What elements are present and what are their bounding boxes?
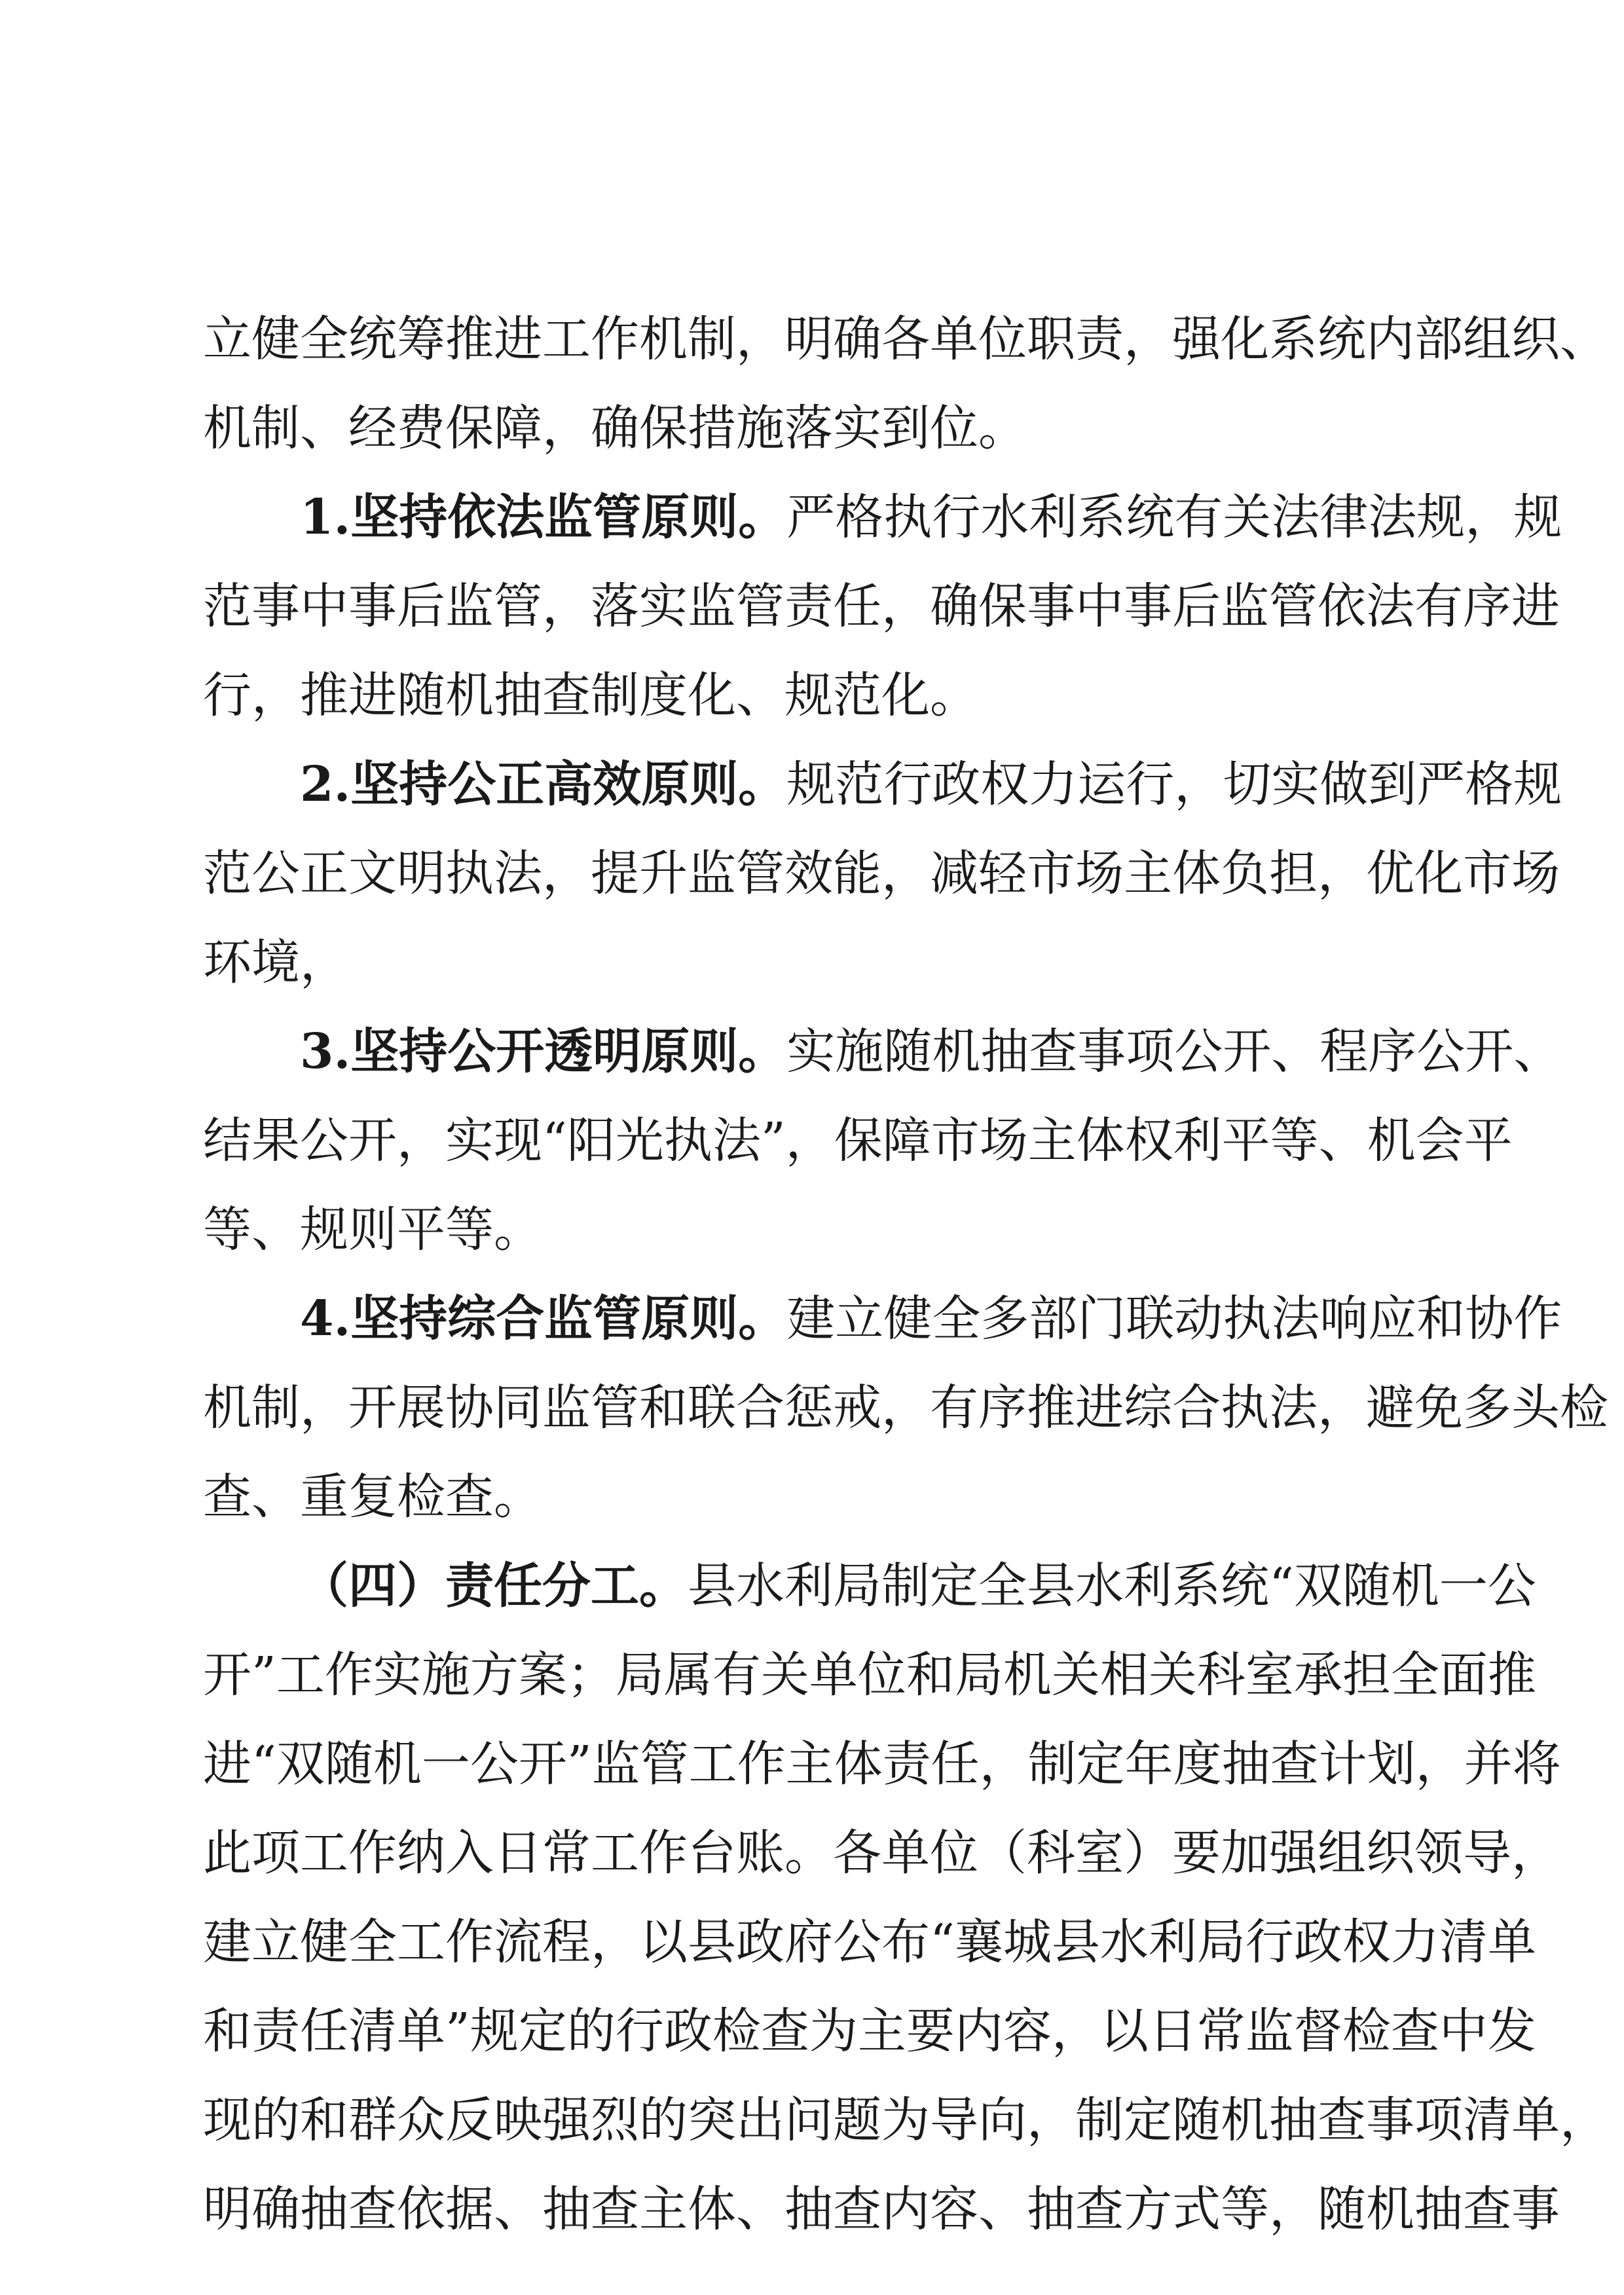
paragraph-line: 环境， (203, 934, 348, 991)
paragraph-first-line (203, 1007, 1562, 1096)
paragraph-first-line (203, 473, 1562, 562)
paragraph-first-line (203, 740, 1562, 829)
principle-heading: 4.坚持综合监管原则。 (300, 1291, 787, 1347)
paragraph-text: 规范行政权力运行，切实做到严格规 (786, 756, 1562, 813)
paragraph-line: 范事中事后监管，落实监管责任，确保事中事后监管依法有序进 (203, 578, 1560, 634)
paragraph-line: 等、规则平等。 (203, 1202, 542, 1258)
paragraph-line: 现的和群众反映强烈的突出问题为导向，制定随机抽查事项清单， (203, 2092, 1608, 2148)
principle-heading: 3.坚持公开透明原则。 (300, 1023, 787, 1080)
paragraph-line: 进“双随机一公开”监管工作主体责任，制定年度抽查计划，并将 (203, 1736, 1561, 1792)
paragraph-line: 机制，开展协同监管和联合惩戒，有序推进综合执法，避免多头检 (203, 1380, 1608, 1436)
paragraph-first-line (203, 1274, 1562, 1363)
paragraph-text: 实施随机抽查事项公开、程序公开、 (786, 1023, 1562, 1080)
paragraph-line: 机制、经费保障，确保措施落实到位。 (203, 400, 1027, 456)
paragraph-text: 建立健全多部门联动执法响应和协作 (786, 1291, 1562, 1347)
paragraph-line: 结果公开，实现“阳光执法”，保障市场主体权利平等、机会平 (203, 1112, 1513, 1169)
paragraph-first-line (203, 1541, 1536, 1630)
document-body (203, 295, 1608, 2254)
paragraph-text: 严格执行水利系统有关法律法规，规 (786, 489, 1562, 545)
paragraph-line: 和责任清单”规定的行政检查为主要内容，以日常监督检查中发 (203, 2003, 1536, 2059)
paragraph-line: 查、重复检查。 (203, 1469, 542, 1525)
principle-heading: 2.坚持公正高效原则。 (300, 756, 787, 813)
principle-heading: 1.坚持依法监管原则。 (300, 489, 787, 545)
paragraph-line: 立健全统筹推进工作机制，明确各单位职责，强化系统内部组织、 (203, 311, 1608, 367)
paragraph-line: 开”工作实施方案；局属有关单位和局机关相关科室承担全面推 (203, 1647, 1536, 1703)
paragraph-text: 县水利局制定全县水利系统“双随机一公 (688, 1558, 1536, 1614)
paragraph-line: 范公正文明执法，提升监管效能，减轻市场主体负担，优化市场 (203, 845, 1560, 902)
paragraph-line: 建立健全工作流程，以县政府公布“襄城县水利局行政权力清单 (203, 1914, 1536, 1970)
paragraph-line: 行，推进随机抽查制度化、规范化。 (203, 667, 978, 724)
paragraph-line: 此项工作纳入日常工作台账。各单位（科室）要加强组织领导， (203, 1825, 1560, 1881)
paragraph-line: 明确抽查依据、抽查主体、抽查内容、抽查方式等，随机抽查事 (203, 2181, 1560, 2237)
section-heading: （四）责任分工。 (300, 1558, 688, 1614)
